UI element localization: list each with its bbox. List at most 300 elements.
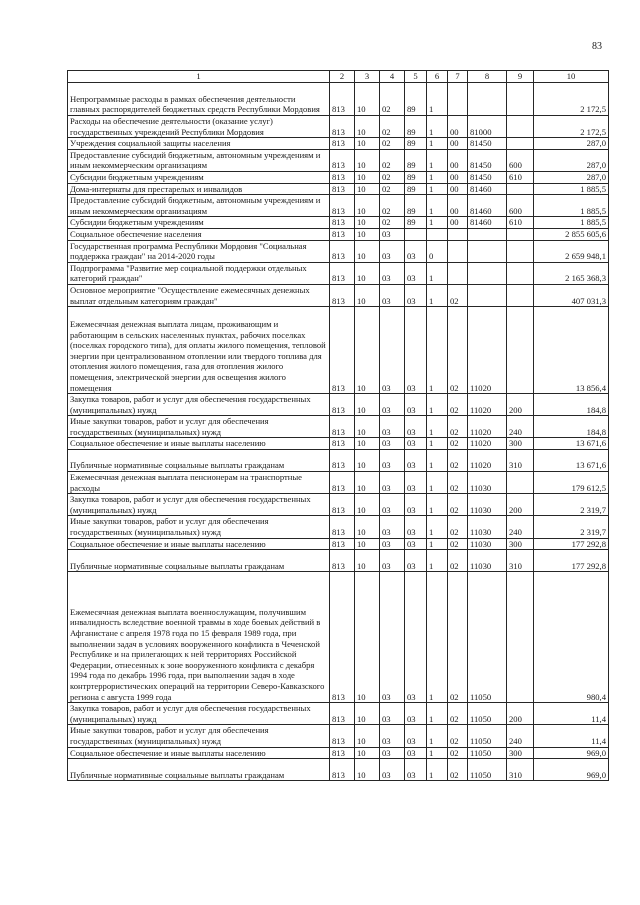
cell-event: 00 — [448, 149, 468, 171]
cell-event: 02 — [448, 747, 468, 759]
cell-amount: 2 172,5 — [534, 116, 609, 138]
cell-description: Дома-интернаты для престарелых и инвалидов — [68, 183, 330, 195]
cell-amount: 1 885,5 — [534, 195, 609, 217]
cell-amount: 184,8 — [534, 394, 609, 416]
cell-direction: 11050 — [468, 725, 507, 747]
cell-subsection: 03 — [380, 416, 405, 438]
cell-admin-code: 813 — [330, 171, 355, 183]
cell-direction: 11030 — [468, 550, 507, 572]
cell-program: 03 — [405, 494, 427, 516]
cell-expense-type: 200 — [507, 394, 534, 416]
cell-section: 10 — [355, 572, 380, 703]
cell-event: 02 — [448, 550, 468, 572]
cell-event: 02 — [448, 416, 468, 438]
cell-admin-code: 813 — [330, 262, 355, 284]
cell-section: 10 — [355, 262, 380, 284]
cell-subprogram: 1 — [427, 438, 448, 450]
cell-section: 10 — [355, 149, 380, 171]
cell-subsection: 02 — [380, 195, 405, 217]
cell-section: 10 — [355, 538, 380, 550]
cell-admin-code: 813 — [330, 149, 355, 171]
cell-expense-type: 200 — [507, 703, 534, 725]
cell-subsection: 03 — [380, 394, 405, 416]
budget-table — [67, 70, 609, 781]
table-row — [68, 217, 609, 229]
cell-amount: 177 292,8 — [534, 550, 609, 572]
cell-program: 03 — [405, 516, 427, 538]
cell-direction: 11020 — [468, 450, 507, 472]
cell-subprogram: 1 — [427, 116, 448, 138]
cell-program: 03 — [405, 538, 427, 550]
cell-description: Подпрограмма "Развитие мер социальной поддержки отдельных категорий граждан" — [68, 262, 330, 284]
cell-event: 02 — [448, 703, 468, 725]
cell-subsection: 03 — [380, 228, 405, 240]
cell-section: 10 — [355, 472, 380, 494]
table-row — [68, 307, 609, 394]
cell-direction: 11020 — [468, 307, 507, 394]
cell-section: 10 — [355, 416, 380, 438]
cell-subprogram: 1 — [427, 725, 448, 747]
cell-program: 89 — [405, 183, 427, 195]
header-cell-7: 7 — [448, 71, 468, 83]
cell-description: Публичные нормативные социальные выплаты гражданам — [68, 759, 330, 781]
cell-event: 02 — [448, 284, 468, 306]
cell-amount: 969,0 — [534, 759, 609, 781]
cell-section: 10 — [355, 438, 380, 450]
cell-amount: 177 292,8 — [534, 538, 609, 550]
cell-section: 10 — [355, 240, 380, 262]
cell-event: 02 — [448, 450, 468, 472]
cell-subsection: 03 — [380, 494, 405, 516]
cell-amount: 2 659 948,1 — [534, 240, 609, 262]
cell-subsection: 02 — [380, 149, 405, 171]
cell-description: Закупка товаров, работ и услуг для обеспечения государственных (муниципальных) нужд — [68, 394, 330, 416]
cell-program: 89 — [405, 195, 427, 217]
table-row — [68, 438, 609, 450]
cell-amount: 2 165 368,3 — [534, 262, 609, 284]
cell-section: 10 — [355, 394, 380, 416]
cell-event: 00 — [448, 138, 468, 150]
header-cell-10: 10 — [534, 71, 609, 83]
cell-program: 03 — [405, 703, 427, 725]
cell-section: 10 — [355, 307, 380, 394]
cell-subsection: 02 — [380, 183, 405, 195]
cell-expense-type — [507, 116, 534, 138]
cell-description: Ежемесячная денежная выплата лицам, проживающим и работающим в сельских населенных пунктах, рабочих поселках (поселках городского типа), для оплаты жилого помещения, тепловой энергии при централизованном отоплении или твердого топлива для отопления жилого помещения, газа для отопления жилого помещения, электрической энергии для освещения жилого помещения — [68, 307, 330, 394]
cell-expense-type: 610 — [507, 171, 534, 183]
table-row — [68, 703, 609, 725]
cell-program: 03 — [405, 759, 427, 781]
cell-subsection: 02 — [380, 171, 405, 183]
cell-admin-code: 813 — [330, 538, 355, 550]
cell-section: 10 — [355, 516, 380, 538]
header-cell-1: 1 — [68, 71, 330, 83]
cell-direction: 11030 — [468, 538, 507, 550]
table-row — [68, 494, 609, 516]
cell-description: Учреждения социальной защиты населения — [68, 138, 330, 150]
cell-amount: 179 612,5 — [534, 472, 609, 494]
cell-admin-code: 813 — [330, 725, 355, 747]
cell-subprogram: 1 — [427, 195, 448, 217]
cell-subprogram: 1 — [427, 183, 448, 195]
cell-description: Закупка товаров, работ и услуг для обеспечения государственных (муниципальных) нужд — [68, 494, 330, 516]
cell-subprogram: 1 — [427, 307, 448, 394]
table-row — [68, 759, 609, 781]
cell-admin-code: 813 — [330, 228, 355, 240]
cell-section: 10 — [355, 217, 380, 229]
cell-section: 10 — [355, 116, 380, 138]
cell-admin-code: 813 — [330, 83, 355, 116]
cell-section: 10 — [355, 284, 380, 306]
cell-amount: 2 855 605,6 — [534, 228, 609, 240]
table-row — [68, 725, 609, 747]
cell-section: 10 — [355, 138, 380, 150]
cell-description: Предоставление субсидий бюджетным, автономным учреждениям и иным некоммерческим организациям — [68, 195, 330, 217]
cell-subprogram: 1 — [427, 759, 448, 781]
cell-subsection: 03 — [380, 262, 405, 284]
table-row — [68, 550, 609, 572]
cell-event: 00 — [448, 195, 468, 217]
header-cell-3: 3 — [355, 71, 380, 83]
cell-subprogram: 1 — [427, 516, 448, 538]
cell-amount: 2 319,7 — [534, 494, 609, 516]
cell-amount: 11,4 — [534, 703, 609, 725]
cell-description: Ежемесячная денежная выплата военнослужащим, получившим инвалидность вследствие военной травмы в ходе боевых действий в Афганистане с апреля 1978 года по 15 февраля 1989 года, при выполнении задач в условиях вооруженного конфликта в Чеченской Республике и на прилегающих к ней территориях Российской Федерации, отнесенных к зоне вооруженного конфликта с декабря 1994 года по декабрь 1996 года, при выполнении задач в ходе контртеррористических операций на территории Северо-Кавказского региона с августа 1999 года — [68, 572, 330, 703]
cell-program: 89 — [405, 138, 427, 150]
cell-amount: 11,4 — [534, 725, 609, 747]
cell-direction: 81460 — [468, 183, 507, 195]
cell-expense-type: 310 — [507, 759, 534, 781]
cell-program: 89 — [405, 171, 427, 183]
table-row — [68, 416, 609, 438]
table-row — [68, 472, 609, 494]
cell-description: Непрограммные расходы в рамках обеспечения деятельности главных распорядителей бюджетных средств Республики Мордовия — [68, 83, 330, 116]
page-number: 83 — [592, 41, 602, 52]
header-cell-9: 9 — [507, 71, 534, 83]
cell-subsection: 03 — [380, 284, 405, 306]
cell-admin-code: 813 — [330, 183, 355, 195]
cell-direction: 11020 — [468, 438, 507, 450]
cell-direction: 11020 — [468, 394, 507, 416]
cell-expense-type: 240 — [507, 516, 534, 538]
cell-direction — [468, 83, 507, 116]
cell-program: 03 — [405, 262, 427, 284]
cell-direction: 81450 — [468, 138, 507, 150]
cell-program: 03 — [405, 240, 427, 262]
cell-subprogram: 1 — [427, 450, 448, 472]
cell-section: 10 — [355, 494, 380, 516]
cell-event: 02 — [448, 472, 468, 494]
cell-admin-code: 813 — [330, 240, 355, 262]
cell-admin-code: 813 — [330, 550, 355, 572]
cell-description: Ежемесячная денежная выплата пенсионерам на транспортные расходы — [68, 472, 330, 494]
cell-subsection: 03 — [380, 703, 405, 725]
cell-amount: 2 319,7 — [534, 516, 609, 538]
cell-amount: 980,4 — [534, 572, 609, 703]
cell-program: 03 — [405, 438, 427, 450]
cell-subprogram — [427, 228, 448, 240]
table-row — [68, 116, 609, 138]
cell-amount: 1 885,5 — [534, 217, 609, 229]
cell-subsection: 02 — [380, 116, 405, 138]
cell-section: 10 — [355, 171, 380, 183]
cell-direction — [468, 228, 507, 240]
table-row — [68, 240, 609, 262]
cell-direction — [468, 240, 507, 262]
cell-expense-type: 310 — [507, 550, 534, 572]
cell-program: 89 — [405, 217, 427, 229]
cell-expense-type: 300 — [507, 438, 534, 450]
cell-direction: 11050 — [468, 747, 507, 759]
cell-description: Расходы на обеспечение деятельности (оказание услуг) государственных учреждений Республики Мордовия — [68, 116, 330, 138]
cell-subsection: 03 — [380, 516, 405, 538]
cell-description: Социальное обеспечение и иные выплаты населению — [68, 538, 330, 550]
cell-program: 03 — [405, 450, 427, 472]
cell-event: 02 — [448, 572, 468, 703]
cell-expense-type: 310 — [507, 450, 534, 472]
cell-event — [448, 83, 468, 116]
header-row — [68, 71, 609, 83]
cell-description: Социальное обеспечение населения — [68, 228, 330, 240]
cell-description: Предоставление субсидий бюджетным, автономным учреждениям и иным некоммерческим организациям — [68, 149, 330, 171]
cell-admin-code: 813 — [330, 195, 355, 217]
cell-program: 03 — [405, 725, 427, 747]
header-cell-2: 2 — [330, 71, 355, 83]
cell-amount: 13 856,4 — [534, 307, 609, 394]
cell-admin-code: 813 — [330, 394, 355, 416]
cell-subsection: 03 — [380, 747, 405, 759]
cell-admin-code: 813 — [330, 116, 355, 138]
cell-section: 10 — [355, 759, 380, 781]
cell-section: 10 — [355, 703, 380, 725]
cell-event: 02 — [448, 438, 468, 450]
cell-admin-code: 813 — [330, 472, 355, 494]
header-cell-8: 8 — [468, 71, 507, 83]
cell-subprogram: 1 — [427, 394, 448, 416]
cell-expense-type: 200 — [507, 494, 534, 516]
cell-event: 02 — [448, 494, 468, 516]
cell-subsection: 03 — [380, 240, 405, 262]
cell-expense-type: 610 — [507, 217, 534, 229]
cell-subsection: 02 — [380, 217, 405, 229]
table-row — [68, 394, 609, 416]
cell-expense-type — [507, 284, 534, 306]
cell-description: Иные закупки товаров, работ и услуг для обеспечения государственных (муниципальных) нужд — [68, 725, 330, 747]
cell-direction: 11050 — [468, 759, 507, 781]
cell-amount: 1 885,5 — [534, 183, 609, 195]
cell-expense-type: 240 — [507, 416, 534, 438]
cell-event: 02 — [448, 394, 468, 416]
cell-program: 03 — [405, 307, 427, 394]
cell-admin-code: 813 — [330, 138, 355, 150]
cell-admin-code: 813 — [330, 494, 355, 516]
cell-subprogram: 1 — [427, 538, 448, 550]
cell-subsection: 03 — [380, 450, 405, 472]
cell-amount: 969,0 — [534, 747, 609, 759]
cell-direction — [468, 284, 507, 306]
cell-event — [448, 228, 468, 240]
cell-description: Закупка товаров, работ и услуг для обеспечения государственных (муниципальных) нужд — [68, 703, 330, 725]
table-row — [68, 284, 609, 306]
cell-expense-type: 300 — [507, 538, 534, 550]
cell-section: 10 — [355, 228, 380, 240]
cell-event: 02 — [448, 759, 468, 781]
cell-program: 03 — [405, 747, 427, 759]
cell-event: 00 — [448, 217, 468, 229]
cell-direction: 81000 — [468, 116, 507, 138]
cell-subprogram: 1 — [427, 171, 448, 183]
table-row — [68, 262, 609, 284]
cell-expense-type: 240 — [507, 725, 534, 747]
cell-program: 89 — [405, 83, 427, 116]
header-cell-6: 6 — [427, 71, 448, 83]
cell-admin-code: 813 — [330, 217, 355, 229]
cell-description: Иные закупки товаров, работ и услуг для обеспечения государственных (муниципальных) нужд — [68, 516, 330, 538]
cell-description: Иные закупки товаров, работ и услуг для обеспечения государственных (муниципальных) нужд — [68, 416, 330, 438]
cell-direction — [468, 262, 507, 284]
cell-event: 02 — [448, 307, 468, 394]
cell-section: 10 — [355, 450, 380, 472]
cell-direction: 11050 — [468, 703, 507, 725]
cell-admin-code: 813 — [330, 516, 355, 538]
cell-subprogram: 1 — [427, 703, 448, 725]
cell-subsection: 02 — [380, 83, 405, 116]
cell-subprogram: 1 — [427, 572, 448, 703]
table-row — [68, 195, 609, 217]
cell-expense-type — [507, 138, 534, 150]
cell-direction: 11030 — [468, 494, 507, 516]
table-row — [68, 516, 609, 538]
cell-subprogram: 1 — [427, 262, 448, 284]
cell-direction: 81450 — [468, 171, 507, 183]
table-row — [68, 171, 609, 183]
cell-admin-code: 813 — [330, 747, 355, 759]
cell-program: 03 — [405, 572, 427, 703]
cell-expense-type: 600 — [507, 195, 534, 217]
cell-expense-type — [507, 307, 534, 394]
table-row — [68, 538, 609, 550]
cell-amount: 13 671,6 — [534, 450, 609, 472]
cell-subsection: 03 — [380, 438, 405, 450]
cell-description: Субсидии бюджетным учреждениям — [68, 171, 330, 183]
cell-subprogram: 1 — [427, 138, 448, 150]
cell-subprogram: 1 — [427, 83, 448, 116]
cell-amount: 287,0 — [534, 149, 609, 171]
cell-event — [448, 262, 468, 284]
cell-subprogram: 1 — [427, 217, 448, 229]
cell-expense-type — [507, 472, 534, 494]
table-row — [68, 138, 609, 150]
cell-section: 10 — [355, 747, 380, 759]
cell-expense-type — [507, 83, 534, 116]
cell-program — [405, 228, 427, 240]
cell-expense-type — [507, 572, 534, 703]
cell-amount: 287,0 — [534, 138, 609, 150]
cell-expense-type: 600 — [507, 149, 534, 171]
cell-amount: 287,0 — [534, 171, 609, 183]
cell-subprogram: 1 — [427, 149, 448, 171]
cell-admin-code: 813 — [330, 307, 355, 394]
cell-description: Субсидии бюджетным учреждениям — [68, 217, 330, 229]
cell-subsection: 02 — [380, 138, 405, 150]
cell-description: Основное мероприятие "Осуществление ежемесячных денежных выплат отдельным категориям граждан" — [68, 284, 330, 306]
cell-section: 10 — [355, 83, 380, 116]
cell-direction: 81460 — [468, 195, 507, 217]
cell-description: Социальное обеспечение и иные выплаты населению — [68, 438, 330, 450]
cell-amount: 407 031,3 — [534, 284, 609, 306]
cell-direction: 11030 — [468, 472, 507, 494]
table-row — [68, 572, 609, 703]
cell-amount: 13 671,6 — [534, 438, 609, 450]
cell-program: 03 — [405, 550, 427, 572]
cell-direction: 11050 — [468, 572, 507, 703]
cell-event: 02 — [448, 516, 468, 538]
header-cell-4: 4 — [380, 71, 405, 83]
cell-subsection: 03 — [380, 472, 405, 494]
table-row — [68, 228, 609, 240]
cell-admin-code: 813 — [330, 284, 355, 306]
cell-amount: 2 172,5 — [534, 83, 609, 116]
cell-expense-type — [507, 262, 534, 284]
cell-admin-code: 813 — [330, 572, 355, 703]
cell-admin-code: 813 — [330, 759, 355, 781]
cell-section: 10 — [355, 725, 380, 747]
cell-direction: 81450 — [468, 149, 507, 171]
cell-program: 89 — [405, 116, 427, 138]
cell-program: 03 — [405, 394, 427, 416]
cell-subsection: 03 — [380, 572, 405, 703]
cell-subprogram: 1 — [427, 472, 448, 494]
cell-subprogram: 1 — [427, 284, 448, 306]
cell-description: Публичные нормативные социальные выплаты гражданам — [68, 450, 330, 472]
cell-expense-type: 300 — [507, 747, 534, 759]
cell-event — [448, 240, 468, 262]
cell-subprogram: 0 — [427, 240, 448, 262]
cell-subprogram: 1 — [427, 550, 448, 572]
cell-event: 02 — [448, 725, 468, 747]
table-row — [68, 183, 609, 195]
cell-section: 10 — [355, 183, 380, 195]
cell-section: 10 — [355, 195, 380, 217]
cell-admin-code: 813 — [330, 438, 355, 450]
cell-direction: 11020 — [468, 416, 507, 438]
cell-event: 00 — [448, 171, 468, 183]
cell-expense-type — [507, 240, 534, 262]
cell-subsection: 03 — [380, 538, 405, 550]
cell-subsection: 03 — [380, 550, 405, 572]
cell-program: 03 — [405, 472, 427, 494]
cell-admin-code: 813 — [330, 416, 355, 438]
cell-admin-code: 813 — [330, 450, 355, 472]
cell-amount: 184,8 — [534, 416, 609, 438]
cell-direction: 11030 — [468, 516, 507, 538]
cell-program: 03 — [405, 284, 427, 306]
cell-description: Государственная программа Республики Мордовия "Социальная поддержка граждан" на 2014-2020 годы — [68, 240, 330, 262]
cell-admin-code: 813 — [330, 703, 355, 725]
cell-description: Социальное обеспечение и иные выплаты населению — [68, 747, 330, 759]
cell-subsection: 03 — [380, 307, 405, 394]
cell-program: 89 — [405, 149, 427, 171]
cell-event: 02 — [448, 538, 468, 550]
cell-program: 03 — [405, 416, 427, 438]
table-row — [68, 83, 609, 116]
header-cell-5: 5 — [405, 71, 427, 83]
table-row — [68, 747, 609, 759]
cell-expense-type — [507, 228, 534, 240]
cell-description: Публичные нормативные социальные выплаты гражданам — [68, 550, 330, 572]
table-row — [68, 450, 609, 472]
cell-event: 00 — [448, 183, 468, 195]
